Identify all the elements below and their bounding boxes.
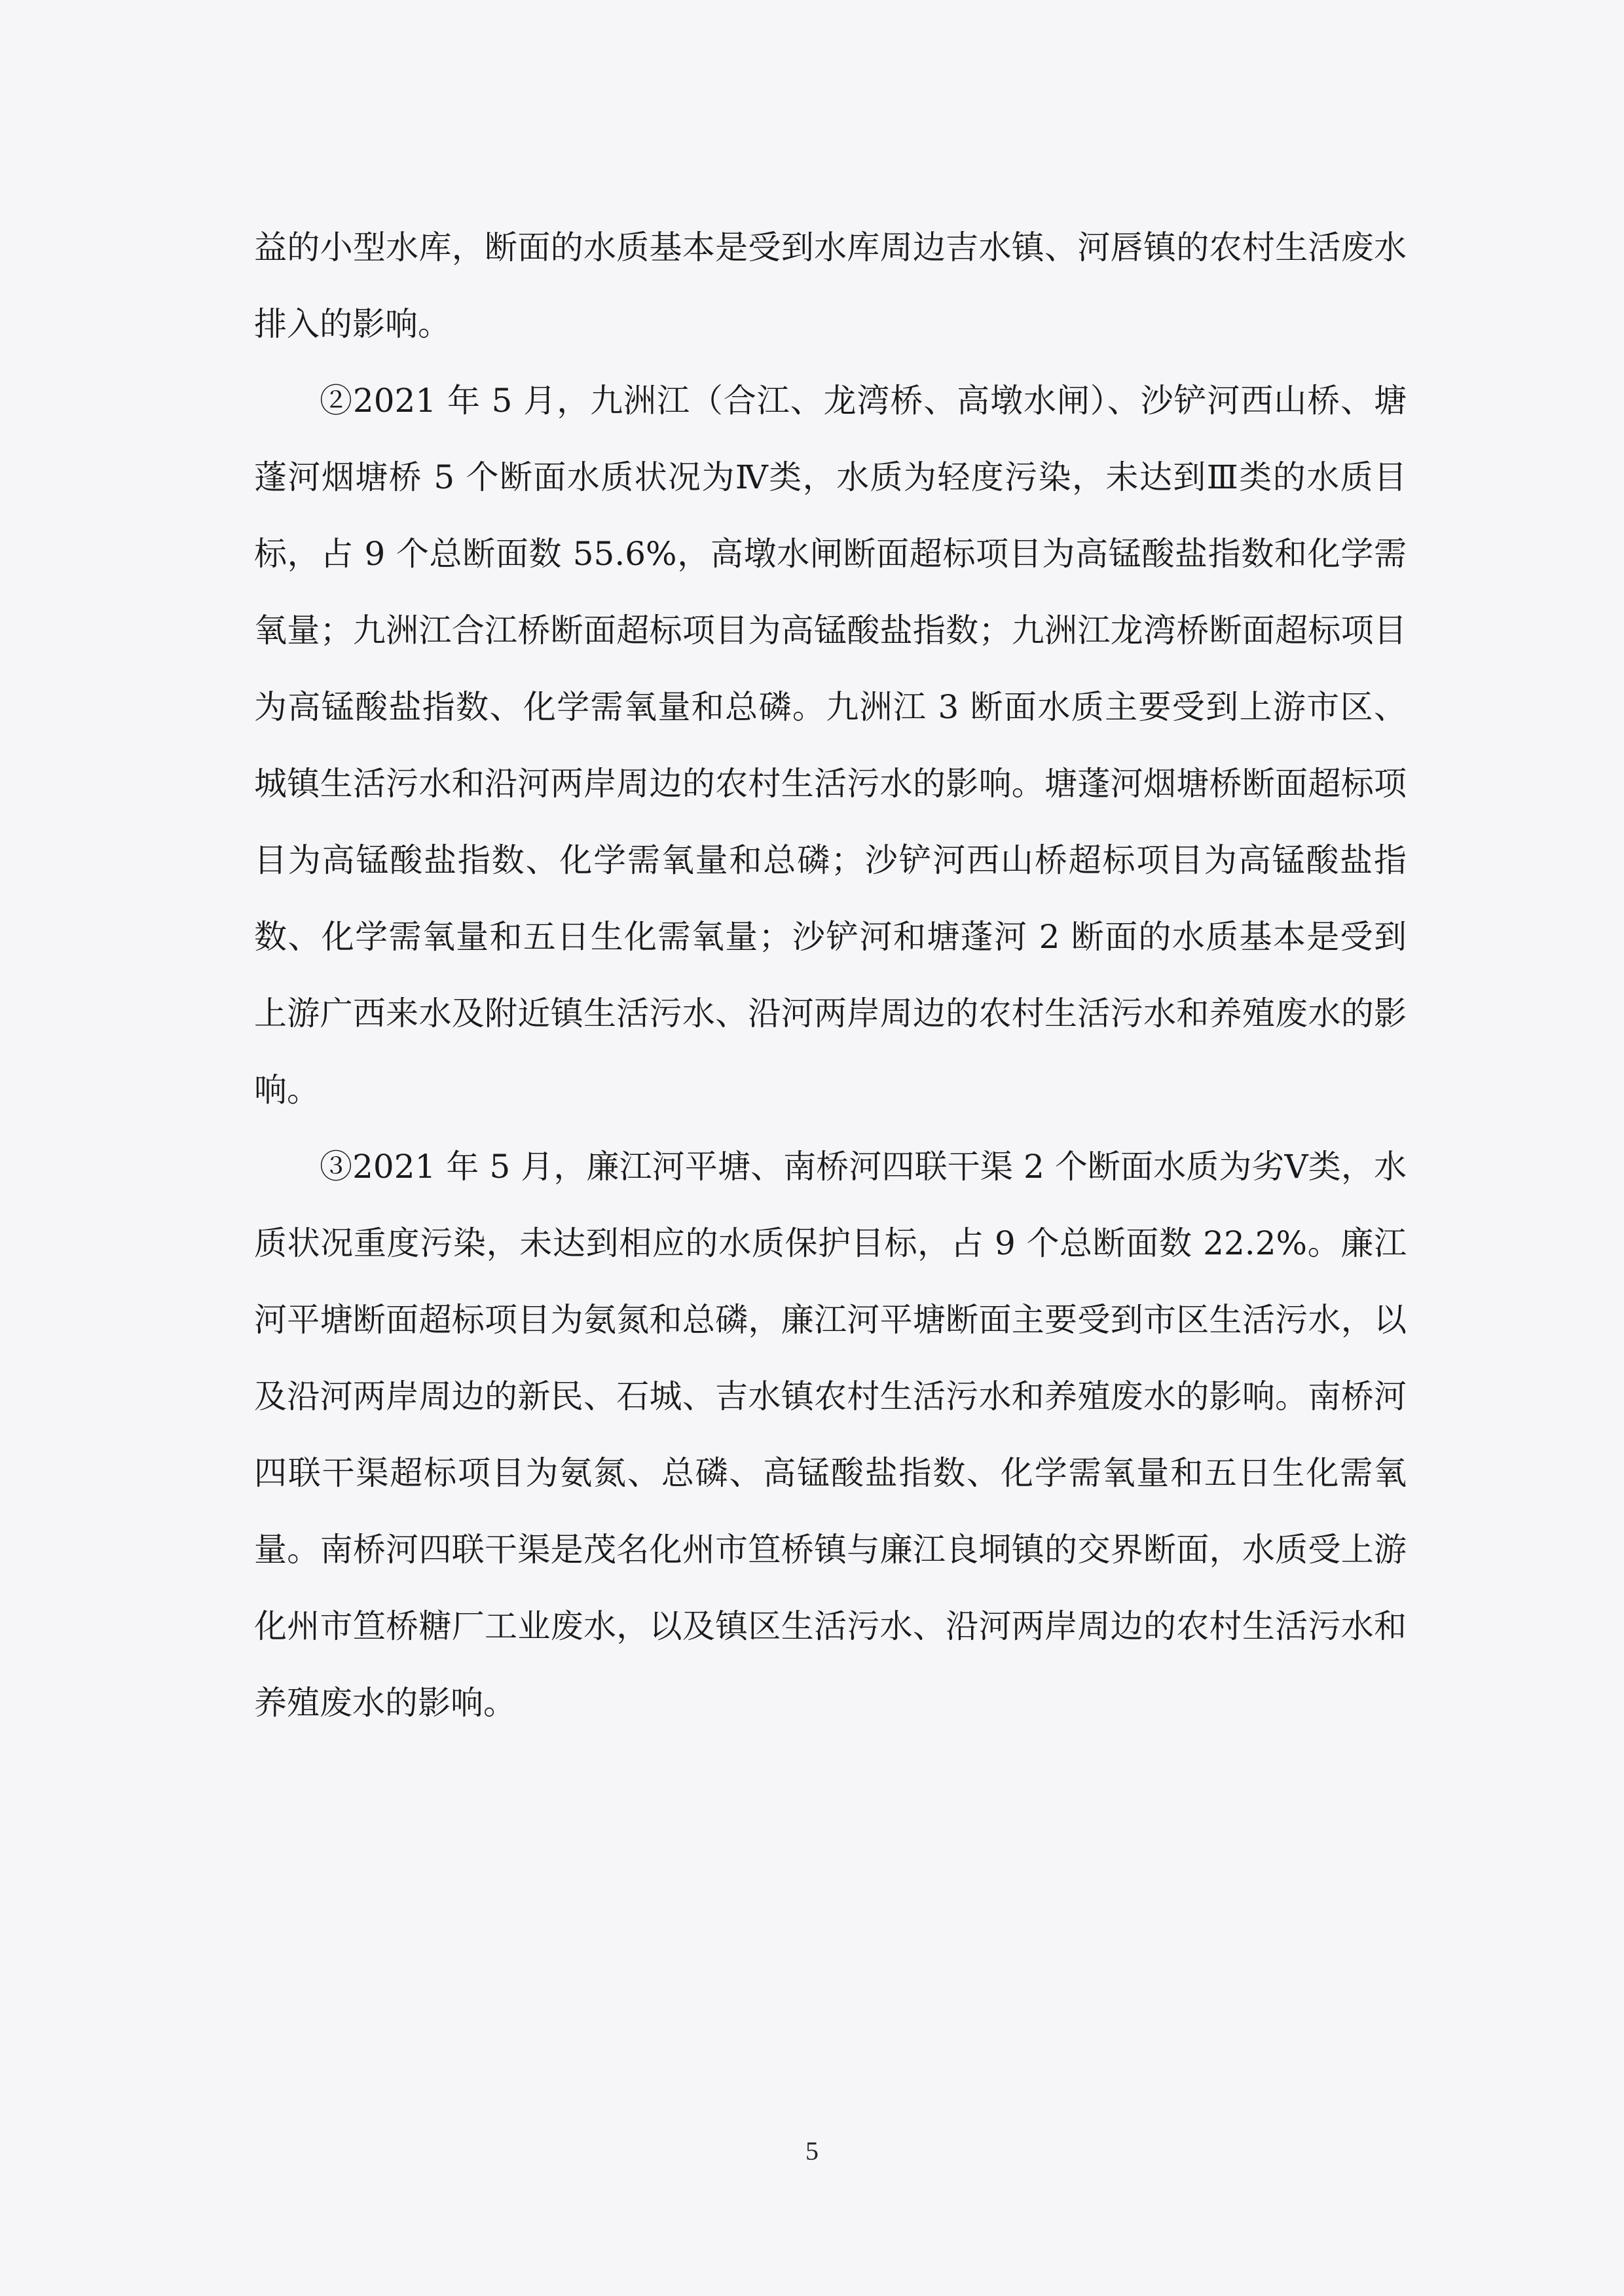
paragraph-item-2: ②2021 年 5 月，九洲江（合江、龙湾桥、高墩水闸）、沙铲河西山桥、塘蓬河烟塘桥 5 个断面水质状况为Ⅳ类，水质为轻度污染，未达到Ⅲ类的水质目标，占 9 个总断面数 55.6%，高墩水闸断面超标项目为高锰酸盐指数和化学需氧量；九洲江合江桥断面超标项目为高锰酸盐指数；九洲江龙湾桥断面超标项目为高锰酸盐指数、化学需氧量和总磷。九洲江 3 断面水质主要受到上游市区、城镇生活污水和沿河两岸周边的农村生活污水的影响。塘蓬河烟塘桥断面超标项目为高锰酸盐指数、化学需氧量和总磷；沙铲河西山桥超标项目为高锰酸盐指数、化学需氧量和五日生化需氧量；沙铲河和塘蓬河 2 断面的水质基本是受到上游广西来水及附近镇生活污水、沿河两岸周边的农村生活污水和养殖废水的影响。 xyxy=(254,382,1407,1109)
page-number: 5 xyxy=(805,2136,819,2166)
paragraph-continuation: 益的小型水库，断面的水质基本是受到水库周边吉水镇、河唇镇的农村生活废水排入的影响。 xyxy=(254,228,1407,343)
paragraph-item-3: ③2021 年 5 月，廉江河平塘、南桥河四联干渠 2 个断面水质为劣Ⅴ类，水质状况重度污染，未达到相应的水质保护目标，占 9 个总断面数 22.2%。廉江河平塘断面超标项目为氨氮和总磷，廉江河平塘断面主要受到市区生活污水，以及沿河两岸周边的新民、石城、吉水镇农村生活污水和养殖废水的影响。南桥河四联干渠超标项目为氨氮、总磷、高锰酸盐指数、化学需氧量和五日生化需氧量。南桥河四联干渠是茂名化州市笪桥镇与廉江良垌镇的交界断面，水质受上游化州市笪桥糖厂工业废水，以及镇区生活污水、沿河两岸周边的农村生活污水和养殖废水的影响。 xyxy=(254,1148,1407,1722)
body-text xyxy=(254,210,1407,1741)
